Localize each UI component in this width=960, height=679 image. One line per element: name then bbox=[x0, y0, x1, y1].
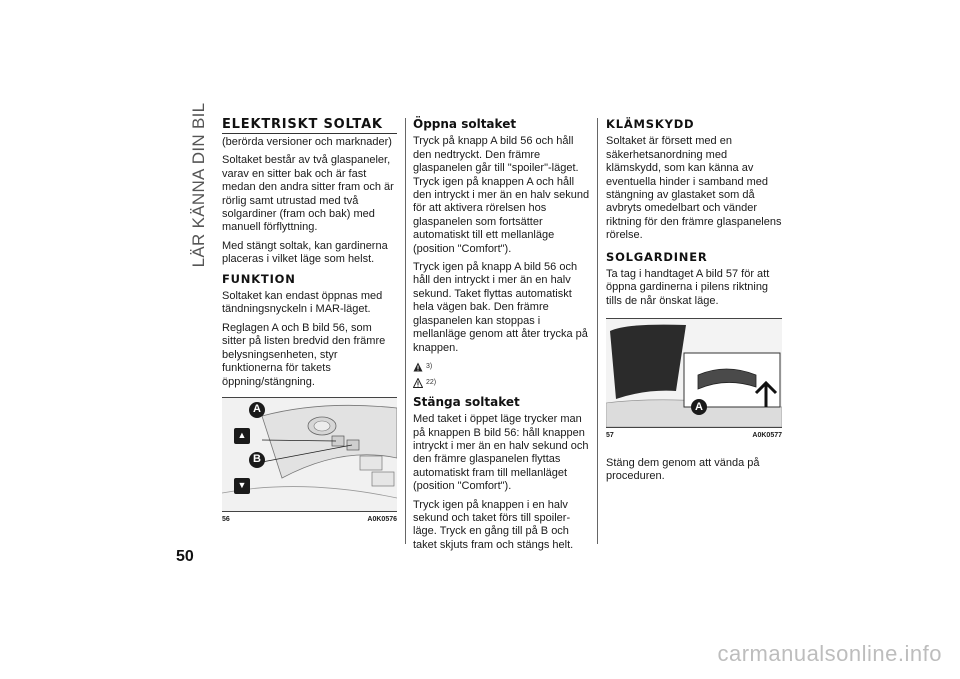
label-b-badge: B bbox=[249, 452, 265, 468]
paragraph: Soltaket består av två glaspaneler, varav en sitter bak och är fast medan den andra sitter fram och är rörlig samt utrustad med två solgardiner (fram och bak) med manuell förflyttning. bbox=[222, 154, 394, 234]
heading-klamskydd: KLÄMSKYDD bbox=[606, 117, 695, 131]
roof-close-button-icon: ▼ bbox=[234, 478, 250, 494]
label-a-badge: A bbox=[691, 399, 707, 415]
section-side-tab-label: LÄR KÄNNA DIN BIL bbox=[189, 102, 208, 268]
column-3 bbox=[606, 118, 782, 489]
paragraph: Stäng dem genom att vända på proceduren. bbox=[606, 456, 760, 483]
column-2 bbox=[413, 118, 590, 557]
caution-reference bbox=[413, 376, 590, 389]
heading-stanga-soltaket: Stänga soltaket bbox=[413, 394, 520, 409]
subtitle: (berörda versioner och marknader) bbox=[222, 136, 392, 148]
heading-funktion: FUNKTION bbox=[222, 271, 296, 286]
roof-open-button-icon: ▲ bbox=[234, 428, 250, 444]
watermark: carmanualsonline.info bbox=[717, 641, 942, 666]
paragraph: Reglagen A och B bild 56, som sitter på listen bredvid den främre belysningsenheten, styr funktionerna för takets öppning/stängning. bbox=[222, 321, 386, 388]
label-a-badge: A bbox=[249, 402, 265, 418]
paragraph: Soltaket är försett med en säkerhetsanordning med klämskydd, som kan känna av eventuella hinder i samband med stängning av glastaket som då avbryts omedelbart och vänder riktning för den främre glaspanelens rörelse. bbox=[606, 135, 782, 242]
paragraph: Med stängt soltak, kan gardinerna placeras i vilket läge som helst. bbox=[222, 239, 388, 266]
warning-triangle-icon bbox=[413, 362, 423, 372]
section-title: ELEKTRISKT SOLTAK bbox=[222, 118, 397, 134]
column-divider bbox=[405, 118, 406, 544]
paragraph: Med taket i öppet läge trycker man på knappen B bild 56: håll knappen intryckt i mer än en halv sekund och den främre glaspanelen flyttas automatiskt fram till mellanläget (position "Comfort"). bbox=[413, 413, 589, 493]
column-1 bbox=[222, 118, 397, 526]
figure-number: 56 bbox=[222, 515, 230, 523]
reference-number: 3) bbox=[426, 362, 433, 370]
paragraph: Tryck igen på knapp A bild 56 och håll den intryckt i mer än en halv sekund. Taket flyttas automatiskt hela vägen bak. Den främre glaspanelen kan stoppas i mellanläge genom att åter trycka på knappen. bbox=[413, 261, 588, 354]
reference-number: 22) bbox=[426, 379, 437, 387]
paragraph: Ta tag i handtaget A bild 57 för att öppna gardinerna i pilens riktning tills de når önskat läge. bbox=[606, 268, 770, 307]
roof-control-illustration bbox=[222, 398, 397, 511]
paragraph: Tryck på knapp A bild 56 och håll den nedtryckt. Den främre glaspanelen går till "spoiler"-läget. Tryck igen på knappen A och håll den intryckt i mer än en halv sekund för att aktivera rörelsen hos glaspanelen som fortsätter automatiskt till ett mellanläge (position "Comfort"). bbox=[413, 135, 590, 255]
column-divider bbox=[597, 118, 598, 544]
figure-number: 57 bbox=[606, 432, 614, 440]
figure-code: A0K0576 bbox=[367, 515, 397, 523]
section-side-tab bbox=[184, 100, 214, 270]
paragraph: Soltaket kan endast öppnas med tändningsnyckeln i MAR-läget. bbox=[222, 290, 383, 316]
figure-caption bbox=[222, 513, 397, 526]
heading-oppna-soltaket: Öppna soltaket bbox=[413, 117, 517, 131]
paragraph: Tryck igen på knappen i en halv sekund och taket förs till spoiler-läge. Tryck en gång till på B och taket skjuts fram och stängs helt. bbox=[413, 498, 574, 551]
figure-56 bbox=[222, 397, 397, 512]
figure-57 bbox=[606, 318, 782, 428]
caution-triangle-icon bbox=[413, 378, 423, 388]
figure-caption bbox=[606, 429, 782, 442]
warning-reference bbox=[413, 360, 590, 373]
figure-code: A0K0577 bbox=[752, 432, 782, 440]
page-number: 50 bbox=[176, 548, 194, 565]
heading-solgardiner: SOLGARDINER bbox=[606, 249, 708, 264]
